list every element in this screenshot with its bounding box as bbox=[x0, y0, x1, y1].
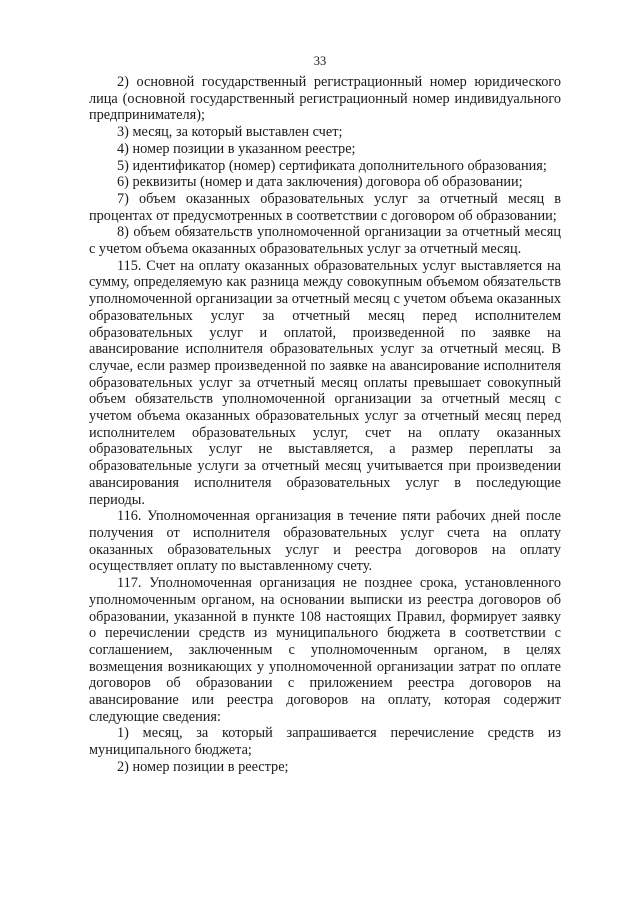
paragraph-item-3: 3) месяц, за который выставлен счет; bbox=[117, 124, 343, 141]
paragraph-117: 117. Уполномоченная организация не позднее срока, установленного уполномоченным органом, на основании выписки из реестра договоров об образовании, указанной в пункте 108 настоящих Правил, формирует заявку о перечислении средств из муниципального бюджета в соответствии с соглашением, заключенным с уполномоченным органом, в целях возмещения возникающих у уполномоченной организации затрат по оплате договоров об образовании с приложением реестра договоров на авансирование или реестра договоров на оплату, которая содержит следующие сведения: bbox=[89, 575, 561, 725]
paragraph-117-item-1: 1) месяц, за который запрашивается перечисление средств из муниципального бюджета; bbox=[89, 725, 561, 759]
document-body bbox=[89, 74, 561, 776]
page-number: 33 bbox=[313, 54, 327, 68]
paragraph-item-6: 6) реквизиты (номер и дата заключения) договора об образовании; bbox=[117, 174, 523, 191]
paragraph-item-4: 4) номер позиции в указанном реестре; bbox=[117, 140, 356, 157]
paragraph-item-8: 8) объем обязательств уполномоченной организации за отчетный месяц с учетом объема оказанных образовательных услуг за отчетный месяц. bbox=[89, 224, 561, 258]
paragraph-item-7: 7) объем оказанных образовательных услуг за отчетный месяц в процентах от предусмотренных в соответствии с договором об образовании; bbox=[89, 190, 561, 224]
paragraph-116: 116. Уполномоченная организация в течение пяти рабочих дней после получения от исполнителя образовательных услуг счета на оплату оказанных образовательных услуг и реестра договоров на оплату осуществляет оплату по выставленному счету. bbox=[89, 508, 561, 575]
paragraph-115: 115. Счет на оплату оказанных образовательных услуг выставляется на сумму, определяемую как разница между совокупным объемом обязательств уполномоченной организации за отчетный месяц с учетом объема оказанных образовательных услуг за отчетный месяц перед исполнителем образовательных услуг и оплатой, произведенной по заявке на авансирование исполнителя образовательных услуг за отчетный месяц. В случае, если размер произведенной по заявке на авансирование исполнителя образовательных услуг за отчетный месяц оплаты превышает совокупный объем обязательств уполномоченной организации за отчетный месяц с учетом объема оказанных образовательных услуг за отчетный месяц перед исполнителем образовательных услуг, счет на оплату оказанных образовательных услуг не выставляется, а размер переплаты за образовательные услуги за отчетный месяц учитывается при произведении авансирования исполнителя образовательных услуг в последующие периоды. bbox=[89, 257, 561, 508]
paragraph-item-2: 2) основной государственный регистрационный номер юридического лица (основной государственный регистрационный номер индивидуального предпринимателя); bbox=[89, 74, 561, 124]
paragraph-117-item-2: 2) номер позиции в реестре; bbox=[117, 758, 289, 775]
paragraph-item-5: 5) идентификатор (номер) сертификата дополнительного образования; bbox=[117, 157, 547, 174]
